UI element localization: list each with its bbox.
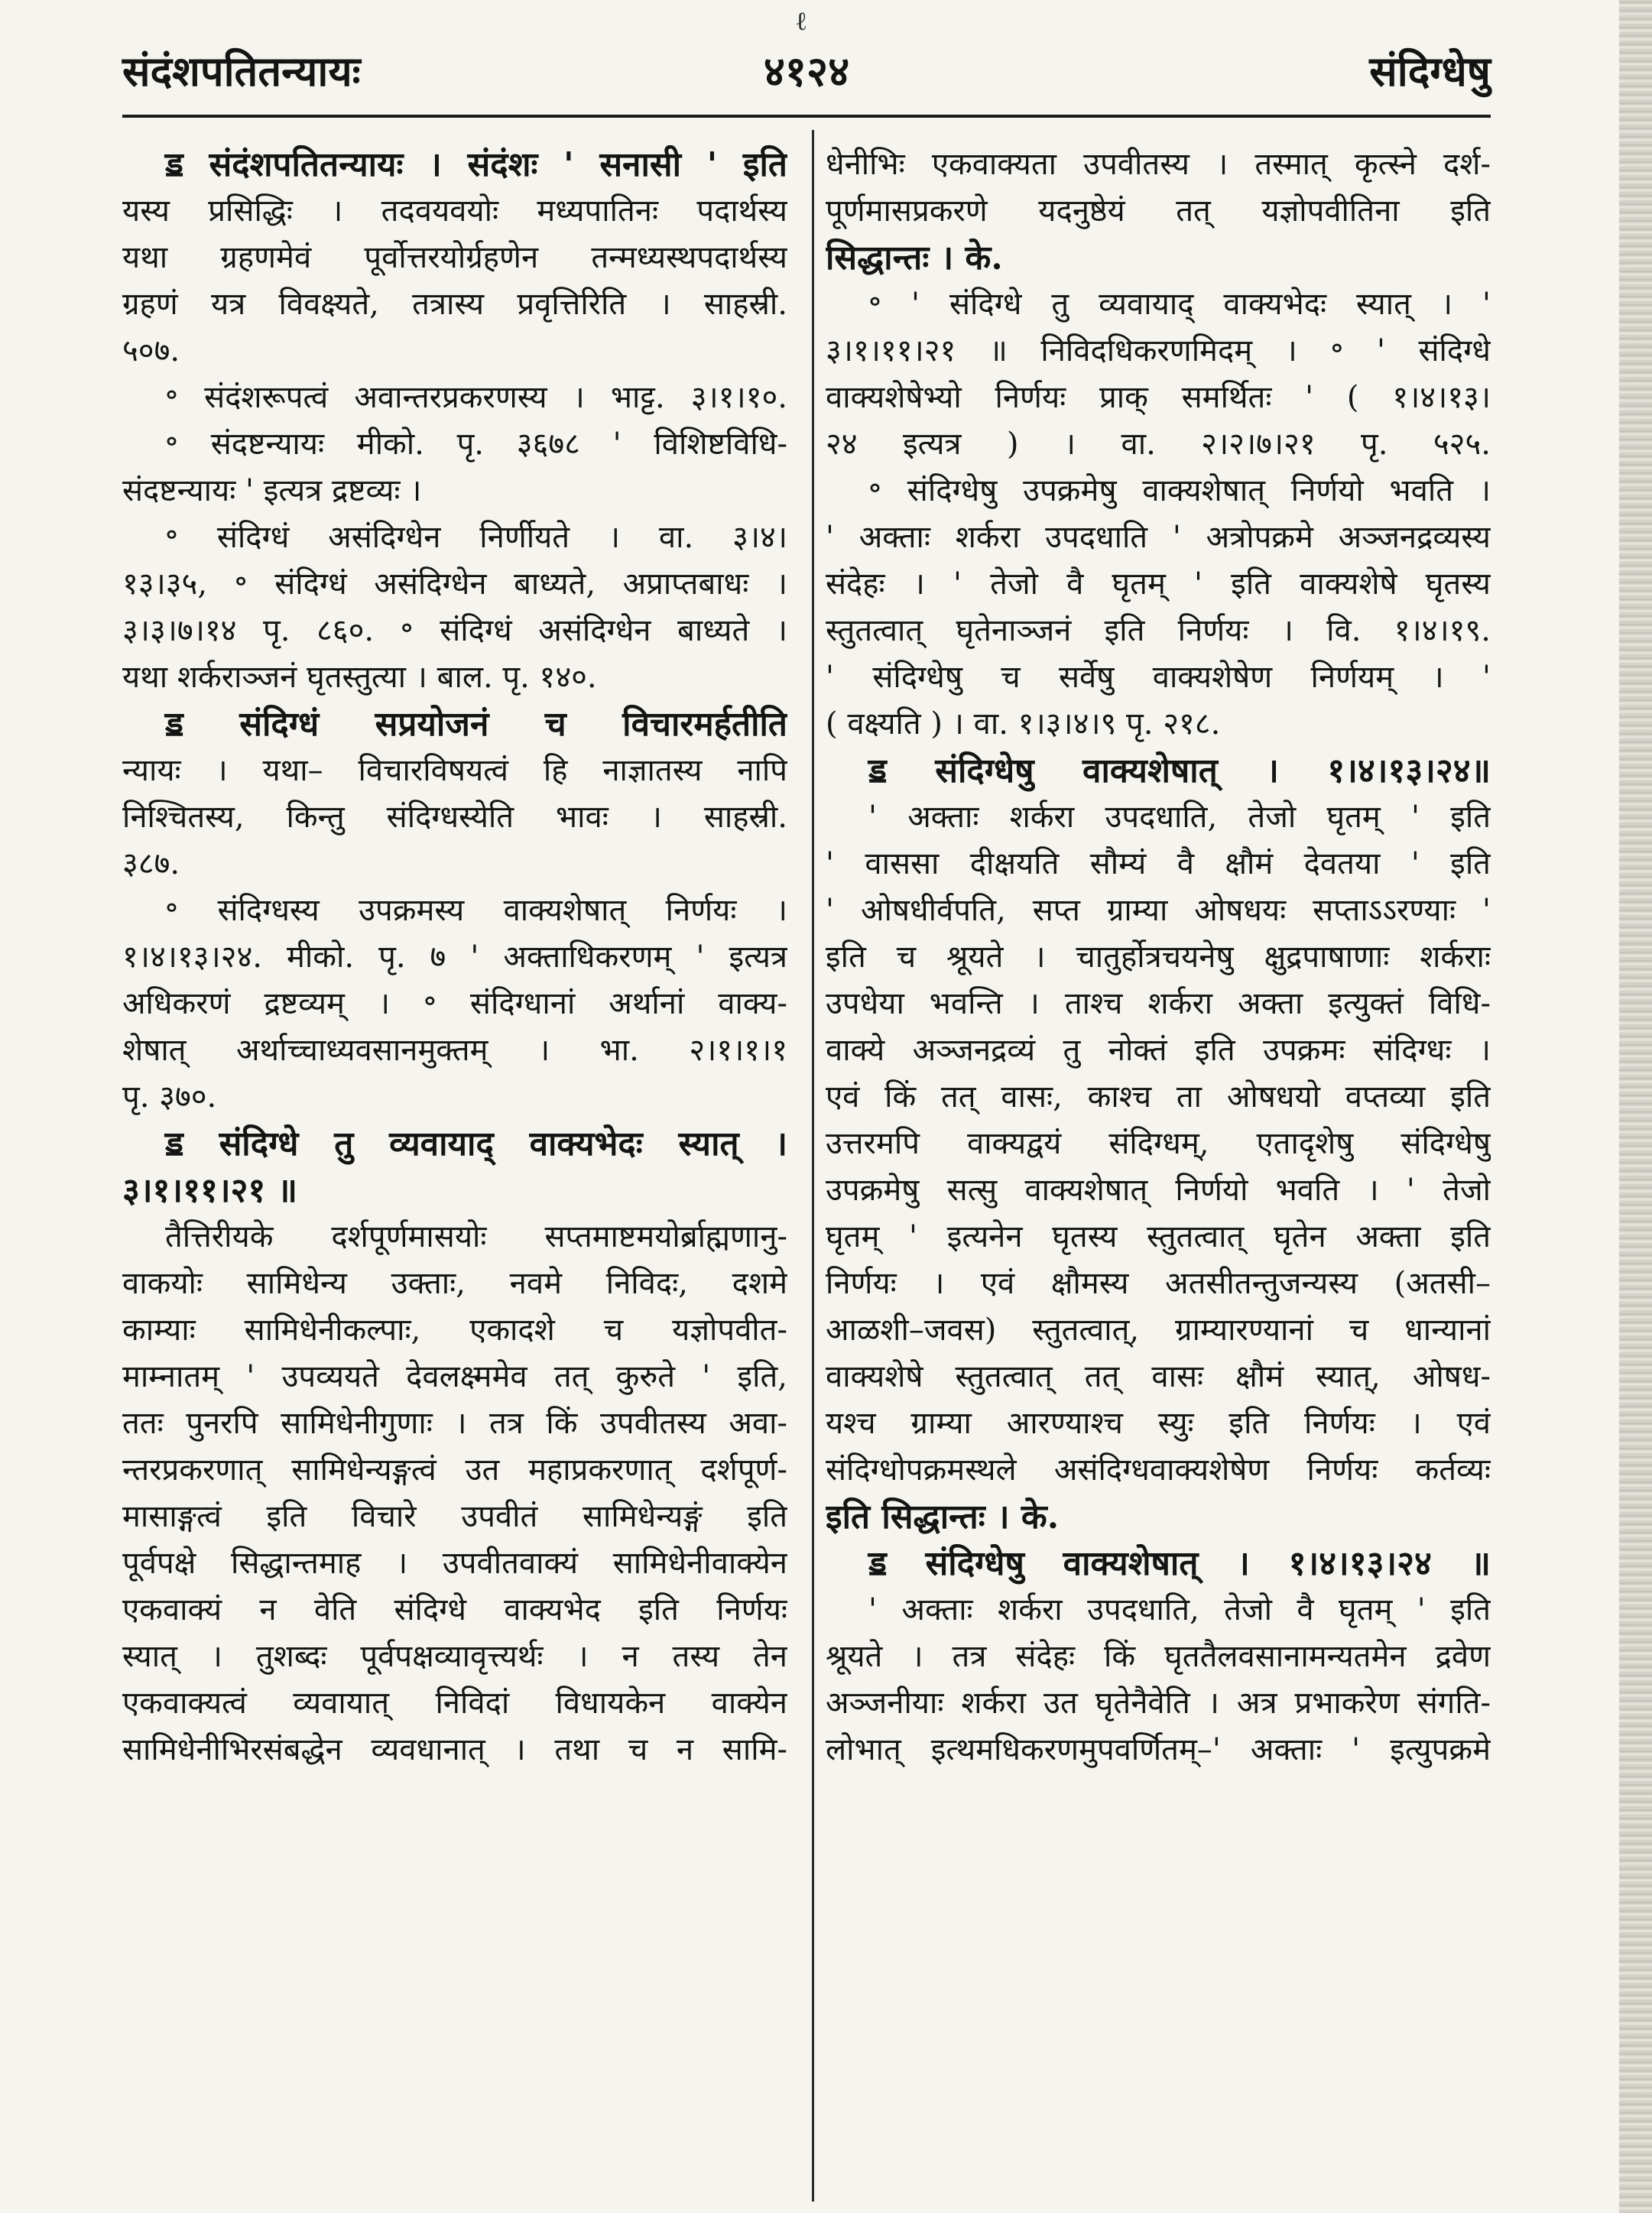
- text-line: सिद्धान्तः । के.: [826, 238, 1003, 277]
- text-line: निश्चितस्य, किन्तु संदिग्धस्येति भावः । साहस्री.: [122, 800, 787, 835]
- text-line: ३।१।११।२१ ॥ निविदधिकरणमिदम् । ॰ ' संदिग्धे: [826, 333, 1491, 368]
- text-line: पृ. ३७०.: [122, 1079, 217, 1115]
- page-number: ४१२४: [763, 47, 850, 96]
- text-line: ॰ संदिग्धं असंदिग्धेन निर्णीयते । वा. ३।४।: [165, 520, 787, 555]
- text-line: अधिकरणं द्रष्टव्यम् । ॰ संदिग्धानां अर्थानां वाक्य-: [122, 986, 787, 1021]
- header-right-word: संदिग्धेषु: [1369, 47, 1491, 96]
- text-line: ग्रहणं यत्र विवक्ष्यते, तत्रास्य प्रवृत्तिरिति । साहस्री.: [122, 287, 787, 322]
- text-line: वाक्ये अञ्जनद्रव्यं तु नोक्तं इति उपक्रमः संदिग्धः ।: [826, 1033, 1491, 1068]
- text-line: ॰ संदंशरूपत्वं अवान्तरप्रकरणस्य । भाट्ट. ३।१।१०.: [165, 380, 787, 415]
- text-line: १३।३५, ॰ संदिग्धं असंदिग्धेन बाध्यते, अप्राप्तबाधः ।: [122, 566, 787, 602]
- text-line: माम्नातम् ' उपव्ययते देवलक्ष्ममेव तत् कुरुते ' इति,: [122, 1359, 787, 1394]
- text-line: ॾ संदंशपतितन्यायः । संदंशः ' सनासी ' इति: [165, 145, 787, 184]
- text-line: ॾ संदिग्धेषु वाक्यशेषात् । १।४।१३।२४ ॥: [868, 1544, 1491, 1583]
- running-header: [122, 31, 1491, 115]
- text-line: वाक्यशेषे स्तुतत्वात् तत् वासः क्षौमं स्यात्, ओषध-: [826, 1359, 1491, 1394]
- text-line: वाकयोः सामिधेन्य उक्ताः, नवमे निविदः, दशमे: [122, 1266, 787, 1301]
- page-edge-scan-noise: [1619, 0, 1652, 2213]
- text-line: ( वक्ष्यति ) । वा. १।३।४।९ पृ. २१८.: [826, 706, 1221, 741]
- text-line: निर्णयः । एवं क्षौमस्य अतसीतन्तुजन्यस्य (अतसी–: [826, 1266, 1491, 1301]
- right-column: [826, 141, 1491, 2205]
- text-line: उत्तरमपि वाक्यद्वयं संदिग्धम्, एतादृशेषु संदिग्धेषु: [826, 1126, 1491, 1161]
- text-line: न्यायः । यथा– विचारविषयत्वं हि नाज्ञातस्य नापि: [122, 753, 787, 788]
- text-line: यथा ग्रहणमेवं पूर्वोत्तरयोर्ग्रहणेन तन्मध्यस्थपदार्थस्य: [122, 240, 787, 275]
- text-line: धेनीभिः एकवाक्यता उपवीतस्य । तस्मात् कृत्स्ने दर्श-: [826, 147, 1491, 182]
- text-line: ' संदिग्धेषु च सर्वेषु वाक्यशेषेण निर्णयम् । ': [826, 660, 1491, 695]
- text-line: ' ओषधीर्वपति, सप्त ग्राम्या ओषधयः सप्ताऽऽरण्याः ': [826, 893, 1491, 928]
- text-line: १।४।१३।२४. मीको. पृ. ७ ' अक्ताधिकरणम् ' इत्यत्र: [122, 939, 787, 975]
- text-line: ' अक्ताः शर्करा उपदधाति, तेजो वै घृतम् ' इति: [868, 1592, 1491, 1627]
- text-line: यस्य प्रसिद्धिः । तदवयवयोः मध्यपातिनः पदार्थस्य: [122, 193, 787, 229]
- header-left-word: संदंशपतितन्यायः: [122, 47, 361, 96]
- text-line: ॰ ' संदिग्धे तु व्यवायाद् वाक्यभेदः स्यात् । ': [868, 287, 1491, 322]
- text-line: एवं किं तत् वासः, काश्च ता ओषधयो वप्तव्या इति: [826, 1079, 1491, 1115]
- text-line: आळशी–जवस) स्तुतत्वात्, ग्राम्यारण्यानां च धान्यानां: [826, 1313, 1491, 1348]
- text-line: ५०७.: [122, 333, 180, 368]
- text-line: संदष्टन्यायः ' इत्यत्र द्रष्टव्यः ।: [122, 473, 422, 508]
- text-line: शेषात् अर्थाच्चाध्यवसानमुक्तम् । भा. २।१।१।१: [122, 1033, 787, 1068]
- text-line: ॰ संदिग्धस्य उपक्रमस्य वाक्यशेषात् निर्णयः ।: [165, 893, 787, 928]
- text-line: उपधेया भवन्ति । ताश्च शर्करा अक्ता इत्युक्तं विधि-: [826, 986, 1491, 1021]
- text-line: स्तुतत्वात् घृतेनाञ्जनं इति निर्णयः । वि. १।४।१९.: [826, 613, 1491, 648]
- text-line: यश्च ग्राम्या आरण्याश्च स्युः इति निर्णयः । एवं: [826, 1406, 1491, 1441]
- column-divider: [812, 130, 814, 2202]
- text-line: इति सिद्धान्तः । के.: [826, 1498, 1060, 1536]
- text-line: २४ इत्यत्र ) । वा. २।२।७।२१ पृ. ५२५.: [826, 427, 1491, 462]
- text-line: तैत्तिरीयके दर्शपूर्णमासयोः सप्तमाष्टमयोर्ब्राह्मणानु-: [165, 1219, 787, 1254]
- text-line: इति च श्रूयते । चातुर्होत्रचयनेषु क्षुद्रपाषाणाः शर्कराः: [826, 939, 1491, 975]
- text-line: ३।१।११।२१ ॥: [122, 1171, 297, 1210]
- text-line: ' वाससा दीक्षयति सौम्यं वै क्षौमं देवतया ' इति: [826, 846, 1491, 881]
- left-column: [122, 141, 787, 2205]
- text-line: उपक्रमेषु सत्सु वाक्यशेषात् निर्णयो भवति । ' तेजो: [826, 1173, 1491, 1208]
- text-line: स्यात् । तुशब्दः पूर्वपक्षव्यावृत्त्यर्थः । न तस्य तेन: [122, 1639, 787, 1674]
- text-line: वाक्यशेषेभ्यो निर्णयः प्राक् समर्थितः ' ( १।४।१३।: [826, 380, 1491, 415]
- text-line: अञ्जनीयाः शर्करा उत घृतेनैवेति । अत्र प्रभाकरेण संगति-: [826, 1686, 1491, 1721]
- text-line: न्तरप्रकरणात् सामिधेन्यङ्गत्वं उत महाप्रकरणात् दर्शपूर्ण-: [122, 1452, 787, 1488]
- text-line: घृतम् ' इत्यनेन घृतस्य स्तुतत्वात् घृतेन अक्ता इति: [826, 1219, 1491, 1254]
- header-rule: [122, 115, 1491, 118]
- text-line: संदेहः । ' तेजो वै घृतम् ' इति वाक्यशेषे घृतस्य: [826, 566, 1491, 602]
- text-line: ॰ संदष्टन्यायः मीको. पृ. ३६७८ ' विशिष्टविधि-: [165, 427, 787, 462]
- text-line: यथा शर्कराञ्जनं घृतस्तुत्या । बाल. पृ. १४०.: [122, 660, 597, 695]
- text-line: ३८७.: [122, 846, 180, 881]
- text-line: ' अक्ताः शर्करा उपदधाति ' अत्रोपक्रमे अञ्जनद्रव्यस्य: [826, 520, 1491, 555]
- text-line: काम्याः सामिधेनीकल्पाः, एकादशे च यज्ञोपवीत-: [122, 1313, 787, 1348]
- text-line: सामिधेनीभिरसंबद्धेन व्यवधानात् । तथा च न सामि-: [122, 1732, 787, 1767]
- page-mark: ℓ: [795, 6, 808, 37]
- text-line: ॾ संदिग्धे तु व्यवायाद् वाक्यभेदः स्यात् ।: [165, 1124, 787, 1163]
- text-line: ' अक्ताः शर्करा उपदधाति, तेजो घृतम् ' इति: [868, 800, 1491, 835]
- text-line: एकवाक्यत्वं व्यवायात् निविदां विधायकेन वाक्येन: [122, 1686, 787, 1721]
- text-line: ॾ संदिग्धेषु वाक्यशेषात् । १।४।१३।२४॥: [868, 751, 1491, 790]
- text-line: ॰ संदिग्धेषु उपक्रमेषु वाक्यशेषात् निर्णयो भवति ।: [868, 473, 1491, 508]
- text-line: ॾ संदिग्धं सप्रयोजनं च विचारमर्हतीति: [165, 705, 787, 744]
- text-line: ३।३।७।१४ पृ. ८६०. ॰ संदिग्धं असंदिग्धेन बाध्यते ।: [122, 613, 787, 648]
- text-line: श्रूयते । तत्र संदेहः किं घृततैलवसानामन्यतमेन द्रवेण: [826, 1639, 1491, 1674]
- text-line: एकवाक्यं न वेति संदिग्धे वाक्यभेद इति निर्णयः: [122, 1592, 787, 1627]
- text-line: पूर्णमासप्रकरणे यदनुष्ठेयं तत् यज्ञोपवीतिना इति: [826, 193, 1491, 229]
- text-line: ततः पुनरपि सामिधेनीगुणाः । तत्र किं उपवीतस्य अवा-: [122, 1406, 787, 1441]
- text-line: मासाङ्गत्वं इति विचारे उपवीतं सामिधेन्यङ्गं इति: [122, 1499, 787, 1534]
- text-line: लोभात् इत्थमधिकरणमुपवर्णितम्–' अक्ताः ' इत्युपक्रमे: [826, 1732, 1491, 1767]
- text-line: संदिग्धोपक्रमस्थले असंदिग्धवाक्यशेषेण निर्णयः कर्तव्यः: [826, 1452, 1491, 1488]
- text-line: पूर्वपक्षे सिद्धान्तमाह । उपवीतवाक्यं सामिधेनीवाक्येन: [122, 1546, 787, 1581]
